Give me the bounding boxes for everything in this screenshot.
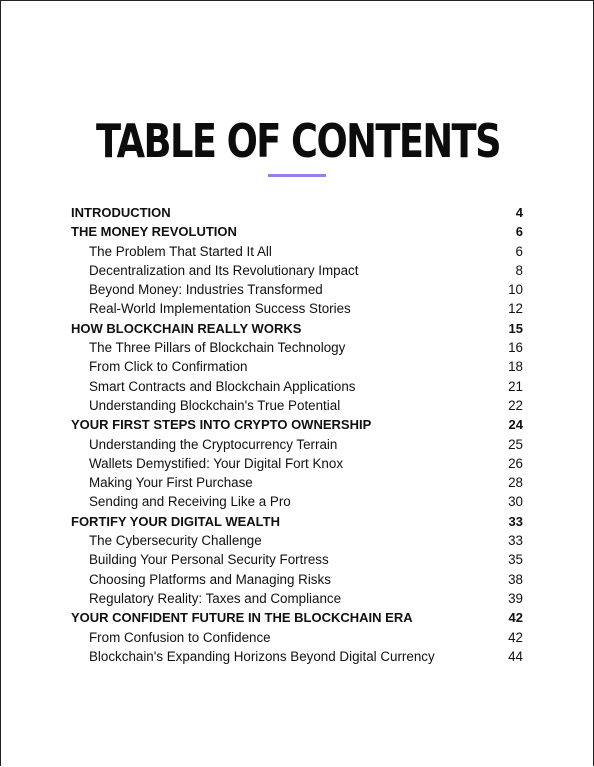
toc-entry-title: Understanding the Cryptocurrency Terrain	[89, 436, 338, 452]
toc-section-entry[interactable]	[71, 628, 523, 647]
toc-page-number: 25	[508, 436, 523, 452]
toc-entry-title: Wallets Demystified: Your Digital Fort Knox	[89, 455, 344, 471]
toc-entry-title: Beyond Money: Industries Transformed	[89, 282, 323, 298]
toc-chapter-entry[interactable]	[71, 319, 523, 338]
toc-page-number: 4	[515, 205, 523, 220]
toc-page-number: 28	[508, 475, 523, 491]
toc-page-number: 6	[515, 224, 523, 240]
toc-page-number: 44	[508, 648, 523, 664]
toc-entry-title: Decentralization and Its Revolutionary Impact	[89, 262, 359, 278]
toc-chapter-entry[interactable]	[71, 203, 523, 222]
toc-page-number: 16	[508, 340, 523, 356]
toc-section-entry[interactable]	[71, 647, 523, 666]
toc-entry-title: Building Your Personal Security Fortress	[89, 552, 329, 568]
toc-page-number: 21	[508, 378, 523, 394]
toc-section-entry[interactable]	[71, 357, 523, 376]
toc-section-entry[interactable]	[71, 299, 523, 318]
toc-entry-title: THE MONEY REVOLUTION	[71, 224, 237, 240]
toc-entry-title: From Click to Confirmation	[89, 359, 248, 375]
toc-page-number: 33	[508, 533, 523, 549]
toc-entry-title: The Three Pillars of Blockchain Technology	[89, 340, 346, 356]
toc-entry-title: Real-World Implementation Success Stories	[89, 301, 351, 317]
title-underline-accent	[268, 174, 326, 177]
toc-entry-title: Blockchain's Expanding Horizons Beyond Digital Currency	[89, 648, 435, 664]
toc-page-number: 22	[508, 397, 523, 413]
toc-chapter-entry[interactable]	[71, 415, 523, 434]
toc-section-entry[interactable]	[71, 242, 523, 261]
toc-entry-title: Sending and Receiving Like a Pro	[89, 494, 291, 510]
toc-page-number: 12	[508, 301, 523, 317]
toc-page-number: 8	[515, 262, 523, 278]
toc-entry-title: Regulatory Reality: Taxes and Compliance	[89, 590, 342, 606]
toc-page-number: 35	[508, 552, 523, 568]
toc-page-number: 6	[515, 243, 523, 259]
toc-section-entry[interactable]	[71, 589, 523, 608]
toc-entry-title: The Cybersecurity Challenge	[89, 533, 262, 549]
toc-entry-title: Smart Contracts and Blockchain Applications	[89, 378, 356, 394]
toc-entry-title: Choosing Platforms and Managing Risks	[89, 571, 331, 587]
toc-section-entry[interactable]	[71, 531, 523, 550]
toc-page-number: 24	[508, 417, 523, 433]
page-title: TABLE OF CONTENTS	[96, 113, 500, 168]
toc-section-entry[interactable]	[71, 377, 523, 396]
toc-section-entry[interactable]	[71, 550, 523, 569]
toc-page-number: 10	[508, 282, 523, 298]
toc-entry-title: From Confusion to Confidence	[89, 629, 271, 645]
toc-chapter-entry[interactable]	[71, 608, 523, 627]
toc-section-entry[interactable]	[71, 492, 523, 511]
toc-section-entry[interactable]	[71, 261, 523, 280]
table-of-contents-list	[71, 203, 523, 666]
toc-entry-title: Making Your First Purchase	[89, 475, 253, 491]
toc-chapter-entry[interactable]	[71, 512, 523, 531]
toc-page-number: 39	[508, 590, 523, 606]
toc-section-entry[interactable]	[71, 338, 523, 357]
toc-entry-title: The Problem That Started It All	[89, 243, 272, 259]
toc-entry-title: FORTIFY YOUR DIGITAL WEALTH	[71, 513, 280, 529]
toc-section-entry[interactable]	[71, 396, 523, 415]
toc-entry-title: HOW BLOCKCHAIN REALLY WORKS	[71, 320, 302, 336]
toc-page-number: 26	[508, 455, 523, 471]
toc-page-number: 42	[508, 629, 523, 645]
toc-page-number: 15	[508, 320, 523, 336]
toc-section-entry[interactable]	[71, 280, 523, 299]
toc-section-entry[interactable]	[71, 570, 523, 589]
toc-section-entry[interactable]	[71, 473, 523, 492]
toc-entry-title: YOUR CONFIDENT FUTURE IN THE BLOCKCHAIN ERA	[71, 610, 413, 626]
toc-section-entry[interactable]	[71, 435, 523, 454]
toc-entry-title: Understanding Blockchain's True Potential	[89, 397, 341, 413]
toc-entry-title: INTRODUCTION	[71, 205, 171, 220]
toc-page-number: 18	[508, 359, 523, 375]
toc-section-entry[interactable]	[71, 454, 523, 473]
toc-entry-title: YOUR FIRST STEPS INTO CRYPTO OWNERSHIP	[71, 417, 372, 433]
toc-page-number: 38	[508, 571, 523, 587]
toc-page-number: 30	[508, 494, 523, 510]
toc-chapter-entry[interactable]	[71, 222, 523, 241]
toc-page-number: 42	[508, 610, 523, 626]
toc-page-number: 33	[508, 513, 523, 529]
